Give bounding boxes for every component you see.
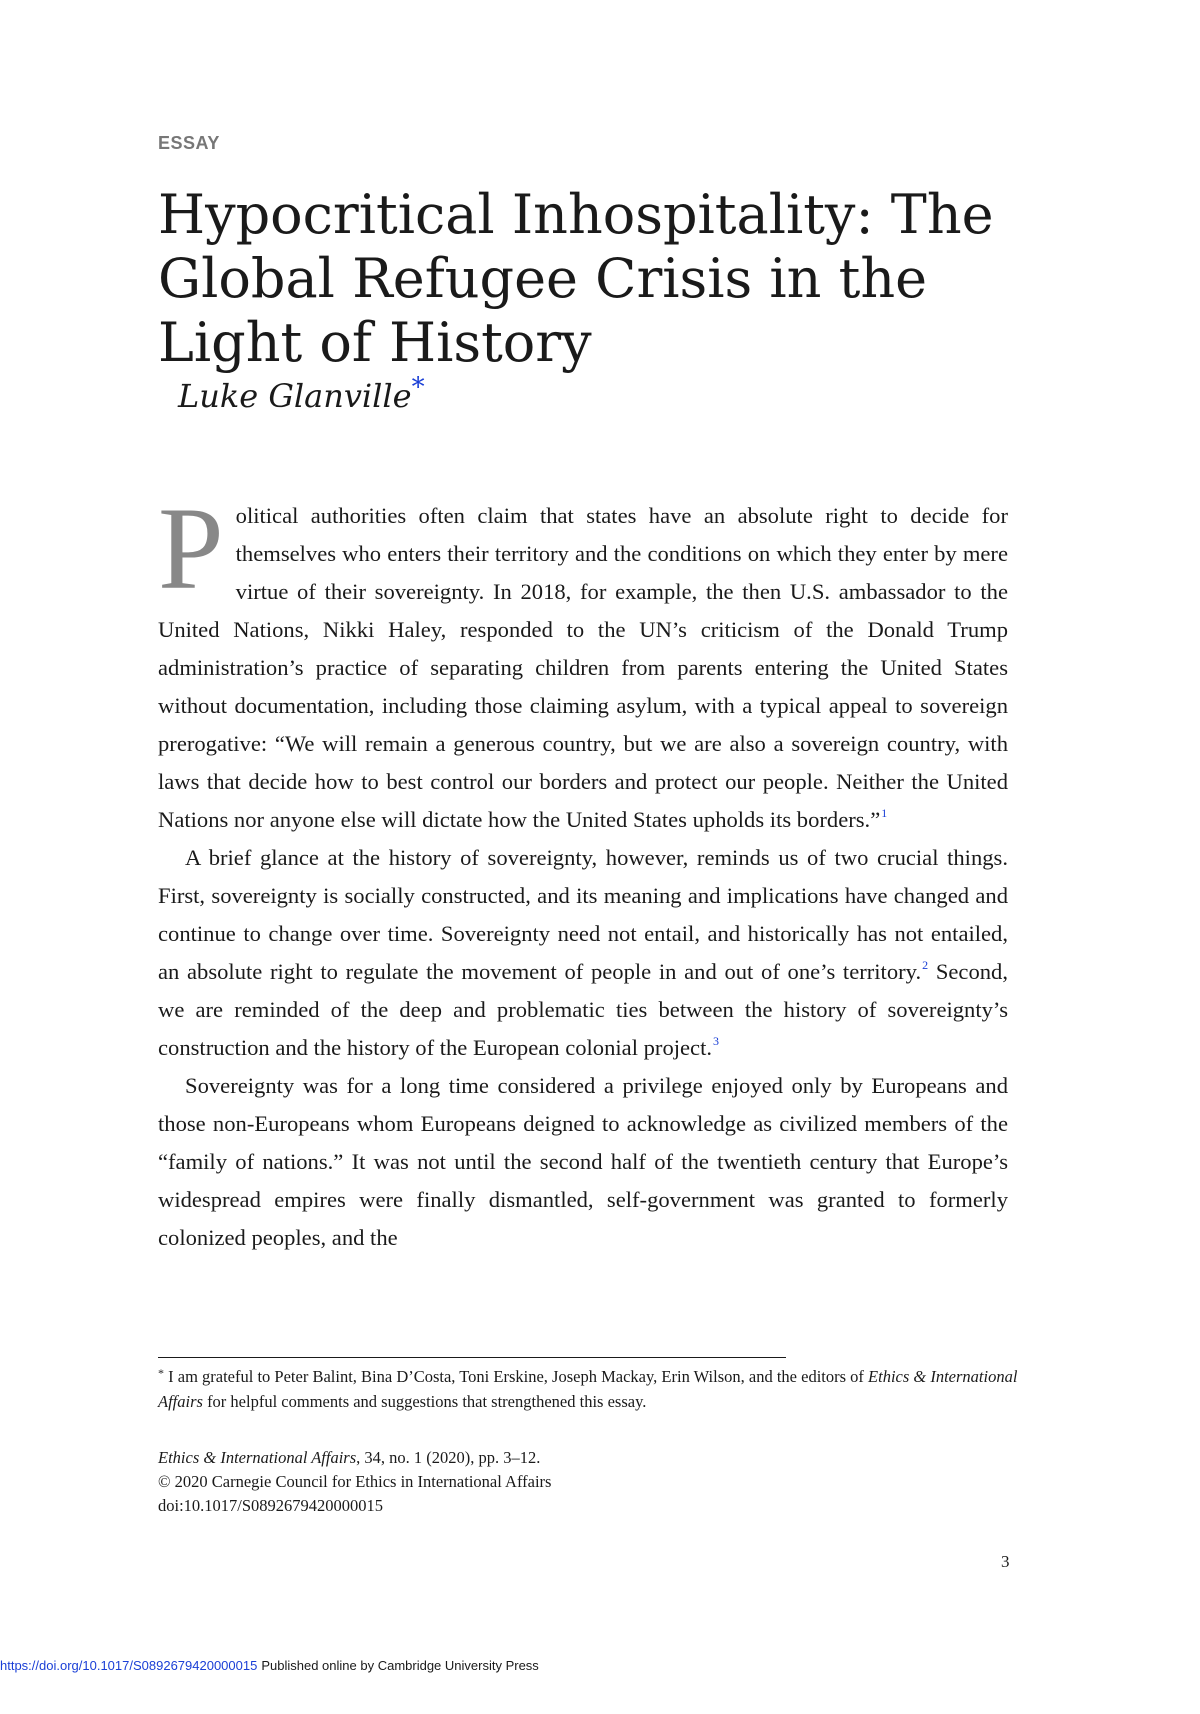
footnote-text-a: I am grateful to Peter Balint, Bina D’Costa, Toni Erskine, Joseph Mackay, Erin Wilson, and the editors of [168,1367,869,1386]
paragraph-1-text: olitical authorities often claim that states have an absolute right to decide for themselves who enters their territory and the conditions on which they enter by mere virtue of their sovereignty. In 2018, for example, the then U.S. ambassador to the United Nations, Nikki Haley, responded to the UN’s criticism of the Donald Trump administration’s practice of separating children from parents entering the United States without documentation, including those claiming asylum, with a typical appeal to sovereign prerogative: “We will remain a generous country, but we are also a sovereign country, with laws that decide how to best control our borders and protect our people. Neither the United Nations nor anyone else will dictate how the United States upholds its borders.” [158,503,1008,832]
article-title: Hypocritical Inhospitality: The Global Refugee Crisis in the Light of History [158,183,994,374]
citation-journal: Ethics & International Affairs [158,1448,357,1467]
author-name: Luke Glanville [178,377,412,415]
drop-cap: P [158,483,224,614]
paragraph-3 [158,1067,1008,1257]
paragraph-2-text-b: Second, we are reminded of the deep and problematic ties between the history of sovereignty’s construction and the history of the European colonial project. [158,959,1008,1060]
footnote-ref-3[interactable]: 3 [713,1034,720,1048]
footnote-text-b: for helpful comments and suggestions that strengthened this essay. [202,1392,647,1411]
citation-details: , 34, no. 1 (2020), pp. 3–12. [356,1448,541,1467]
footnote-ref-2[interactable]: 2 [922,958,929,972]
copyright-line: © 2020 Carnegie Council for Ethics in International Affairs [158,1472,552,1491]
citation-block [158,1446,858,1518]
author-footnote-mark[interactable]: * [411,372,425,403]
footnote-journal: Ethics & International Affairs [158,1367,1018,1411]
footnote-mark: * [158,1366,164,1380]
citation-line [158,1446,858,1470]
section-label: ESSAY [158,133,220,153]
footnote [158,1364,1038,1414]
publisher-bar [0,1658,539,1680]
paragraph-3-text: Sovereignty was for a long time considered a privilege enjoyed only by Europeans and those non-Europeans whom Europeans deigned to acknowledge as civilized members of the “family of nations.” It was not until the second half of the twentieth century that Europe’s widespread empires were finally dismantled, self-government was granted to formerly colonized peoples, and the [158,1073,1008,1250]
footnote-divider [158,1357,786,1358]
author-line [178,372,425,415]
paragraph-1 [158,483,1008,839]
doi-line: doi:10.1017/S0892679420000015 [158,1496,384,1515]
doi-link[interactable]: https://doi.org/10.1017/S0892679420000015 [0,1658,258,1673]
published-online-text: Published online by Cambridge University Press [261,1658,539,1673]
article-body [158,483,1008,1257]
footnote-ref-1[interactable]: 1 [881,806,888,820]
paragraph-2 [158,839,1008,1067]
page-number: 3 [1001,1552,1010,1571]
paragraph-2-text-a: A brief glance at the history of sovereignty, however, reminds us of two crucial things. First, sovereignty is socially constructed, and its meaning and implications have changed and continue to change over time. Sovereignty need not entail, and historically has not entailed, an absolute right to regulate the movement of people in and out of one’s territory. [158,845,1008,984]
